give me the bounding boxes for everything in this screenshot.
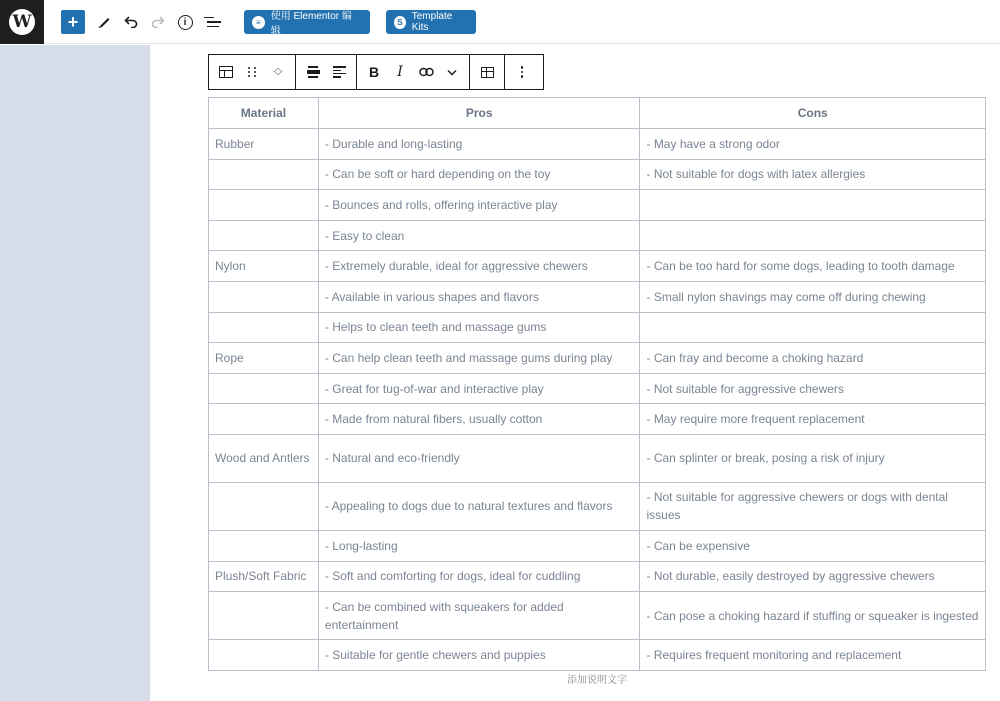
block-toolbar-group-table bbox=[470, 55, 505, 89]
table-row bbox=[209, 251, 986, 282]
bold-icon: B bbox=[368, 64, 380, 80]
table-block-button[interactable] bbox=[213, 55, 239, 89]
cell-cons[interactable] bbox=[640, 220, 986, 251]
wordpress-logo-button[interactable] bbox=[0, 0, 44, 44]
cell-pros[interactable]: - Can help clean teeth and massage gums during play bbox=[318, 343, 640, 374]
add-block-button[interactable] bbox=[61, 10, 85, 34]
cell-material[interactable]: Plush/Soft Fabric bbox=[209, 561, 319, 592]
table-header-row bbox=[209, 98, 986, 129]
info-icon: i bbox=[178, 15, 193, 30]
header-pros[interactable]: Pros bbox=[318, 98, 640, 129]
editor-top-bar bbox=[0, 0, 1000, 44]
plus-icon: + bbox=[67, 11, 79, 32]
cell-cons[interactable] bbox=[640, 190, 986, 221]
undo-button[interactable] bbox=[119, 10, 143, 34]
table-edit-icon bbox=[481, 67, 494, 78]
cell-cons[interactable]: - Can be too hard for some dogs, leading to tooth damage bbox=[640, 251, 986, 282]
cell-cons[interactable]: - Requires frequent monitoring and replacement bbox=[640, 640, 986, 671]
details-button[interactable] bbox=[173, 10, 197, 34]
block-toolbar bbox=[208, 54, 544, 90]
table-row bbox=[209, 343, 986, 374]
materials-table bbox=[208, 97, 986, 671]
cell-cons[interactable]: - Not suitable for dogs with latex allergies bbox=[640, 159, 986, 190]
drag-handle-icon bbox=[248, 67, 257, 77]
table-row bbox=[209, 129, 986, 160]
tools-button[interactable] bbox=[92, 10, 116, 34]
edit-with-elementor-button[interactable] bbox=[244, 10, 370, 37]
cell-pros[interactable]: - Helps to clean teeth and massage gums bbox=[318, 312, 640, 343]
block-toolbar-group-align bbox=[296, 55, 357, 89]
table-row bbox=[209, 640, 986, 671]
cell-material[interactable] bbox=[209, 530, 319, 561]
cell-pros[interactable]: - Made from natural fibers, usually cotton bbox=[318, 404, 640, 435]
block-align-button[interactable] bbox=[300, 55, 326, 89]
cell-cons[interactable]: - Can fray and become a choking hazard bbox=[640, 343, 986, 374]
link-button[interactable] bbox=[413, 55, 439, 89]
cell-pros[interactable]: - Bounces and rolls, offering interactive play bbox=[318, 190, 640, 221]
table-row bbox=[209, 373, 986, 404]
table-row bbox=[209, 190, 986, 221]
template-kits-button[interactable] bbox=[386, 10, 476, 34]
block-toolbar-group-options bbox=[505, 55, 539, 89]
header-cons[interactable]: Cons bbox=[640, 98, 986, 129]
wordpress-logo-icon: W bbox=[9, 9, 35, 35]
block-toolbar-group-format bbox=[357, 55, 470, 89]
redo-icon bbox=[151, 16, 165, 28]
cell-material[interactable]: Wood and Antlers bbox=[209, 434, 319, 482]
edit-with-elementor-label: 使用 Elementor 编辑 bbox=[270, 11, 352, 37]
header-material[interactable]: Material bbox=[209, 98, 319, 129]
cell-cons[interactable]: - Not suitable for aggressive chewers bbox=[640, 373, 986, 404]
cell-pros[interactable]: - Easy to clean bbox=[318, 220, 640, 251]
list-view-button[interactable] bbox=[200, 10, 224, 34]
table-row bbox=[209, 220, 986, 251]
cell-cons[interactable]: - Not durable, easily destroyed by aggressive chewers bbox=[640, 561, 986, 592]
table-row bbox=[209, 530, 986, 561]
table-row bbox=[209, 592, 986, 640]
list-view-icon bbox=[204, 17, 221, 28]
edit-table-button[interactable] bbox=[474, 55, 500, 89]
move-block-button[interactable] bbox=[265, 55, 291, 89]
cell-material[interactable] bbox=[209, 312, 319, 343]
table-row bbox=[209, 404, 986, 435]
cell-cons[interactable]: - Can splinter or break, posing a risk of injury bbox=[640, 434, 986, 482]
cell-cons[interactable] bbox=[640, 312, 986, 343]
cell-cons[interactable]: - May require more frequent replacement bbox=[640, 404, 986, 435]
cell-pros[interactable]: - Long-lasting bbox=[318, 530, 640, 561]
move-up-down-icon: ︿ ﹀ bbox=[273, 63, 283, 81]
table-caption[interactable]: 添加说明文字 bbox=[567, 675, 627, 686]
cell-material[interactable] bbox=[209, 640, 319, 671]
more-vertical-icon bbox=[521, 66, 524, 78]
cell-cons[interactable]: - Not suitable for aggressive chewers or dogs with dental issues bbox=[640, 482, 986, 530]
cell-material[interactable] bbox=[209, 373, 319, 404]
table-row bbox=[209, 561, 986, 592]
bold-button[interactable] bbox=[361, 55, 387, 89]
table-body bbox=[209, 129, 986, 671]
block-options-button[interactable] bbox=[509, 55, 535, 89]
cell-pros[interactable]: - Durable and long-lasting bbox=[318, 129, 640, 160]
cell-pros[interactable]: - Appealing to dogs due to natural textures and flavors bbox=[318, 482, 640, 530]
cell-cons[interactable]: - May have a strong odor bbox=[640, 129, 986, 160]
cell-pros[interactable]: - Extremely durable, ideal for aggressive chewers bbox=[318, 251, 640, 282]
cell-cons[interactable]: - Small nylon shavings may come off during chewing bbox=[640, 281, 986, 312]
cell-material[interactable] bbox=[209, 159, 319, 190]
cell-material[interactable]: Rope bbox=[209, 343, 319, 374]
cell-material[interactable] bbox=[209, 220, 319, 251]
cell-material[interactable] bbox=[209, 404, 319, 435]
link-icon bbox=[419, 67, 434, 77]
table-row bbox=[209, 434, 986, 482]
cell-material[interactable]: Nylon bbox=[209, 251, 319, 282]
redo-button[interactable] bbox=[146, 10, 170, 34]
cell-pros[interactable]: - Can be combined with squeakers for added entertainment bbox=[318, 592, 640, 640]
table-icon bbox=[219, 66, 233, 78]
cell-pros[interactable]: - Natural and eco-friendly bbox=[318, 434, 640, 482]
cell-material[interactable] bbox=[209, 281, 319, 312]
cell-material[interactable] bbox=[209, 190, 319, 221]
cell-pros[interactable]: - Can be soft or hard depending on the toy bbox=[318, 159, 640, 190]
cell-material[interactable] bbox=[209, 592, 319, 640]
text-align-button[interactable] bbox=[326, 55, 352, 89]
table-row bbox=[209, 312, 986, 343]
cell-material[interactable]: Rubber bbox=[209, 129, 319, 160]
block-toolbar-group-block bbox=[209, 55, 296, 89]
table-row bbox=[209, 159, 986, 190]
undo-icon bbox=[124, 16, 138, 28]
cell-pros[interactable]: - Great for tug-of-war and interactive play bbox=[318, 373, 640, 404]
left-sidebar-panel bbox=[0, 45, 150, 701]
table-row bbox=[209, 482, 986, 530]
more-format-button[interactable] bbox=[439, 55, 465, 89]
cell-material[interactable] bbox=[209, 482, 319, 530]
italic-button[interactable] bbox=[387, 55, 413, 89]
elementor-icon: ≡ bbox=[252, 16, 265, 29]
align-left-icon bbox=[333, 66, 346, 78]
cell-pros[interactable]: - Soft and comforting for dogs, ideal for cuddling bbox=[318, 561, 640, 592]
template-kits-icon: S bbox=[394, 16, 406, 29]
pencil-icon bbox=[97, 15, 111, 29]
cell-pros[interactable]: - Suitable for gentle chewers and puppies bbox=[318, 640, 640, 671]
cell-cons[interactable]: - Can be expensive bbox=[640, 530, 986, 561]
chevron-down-icon bbox=[447, 69, 457, 76]
cell-cons[interactable]: - Can pose a choking hazard if stuffing or squeaker is ingested bbox=[640, 592, 986, 640]
italic-icon: I bbox=[397, 64, 403, 80]
template-kits-label: Template Kits bbox=[411, 11, 453, 33]
drag-handle[interactable] bbox=[239, 55, 265, 89]
table-row bbox=[209, 281, 986, 312]
cell-pros[interactable]: - Available in various shapes and flavors bbox=[318, 281, 640, 312]
align-center-icon bbox=[307, 66, 320, 77]
